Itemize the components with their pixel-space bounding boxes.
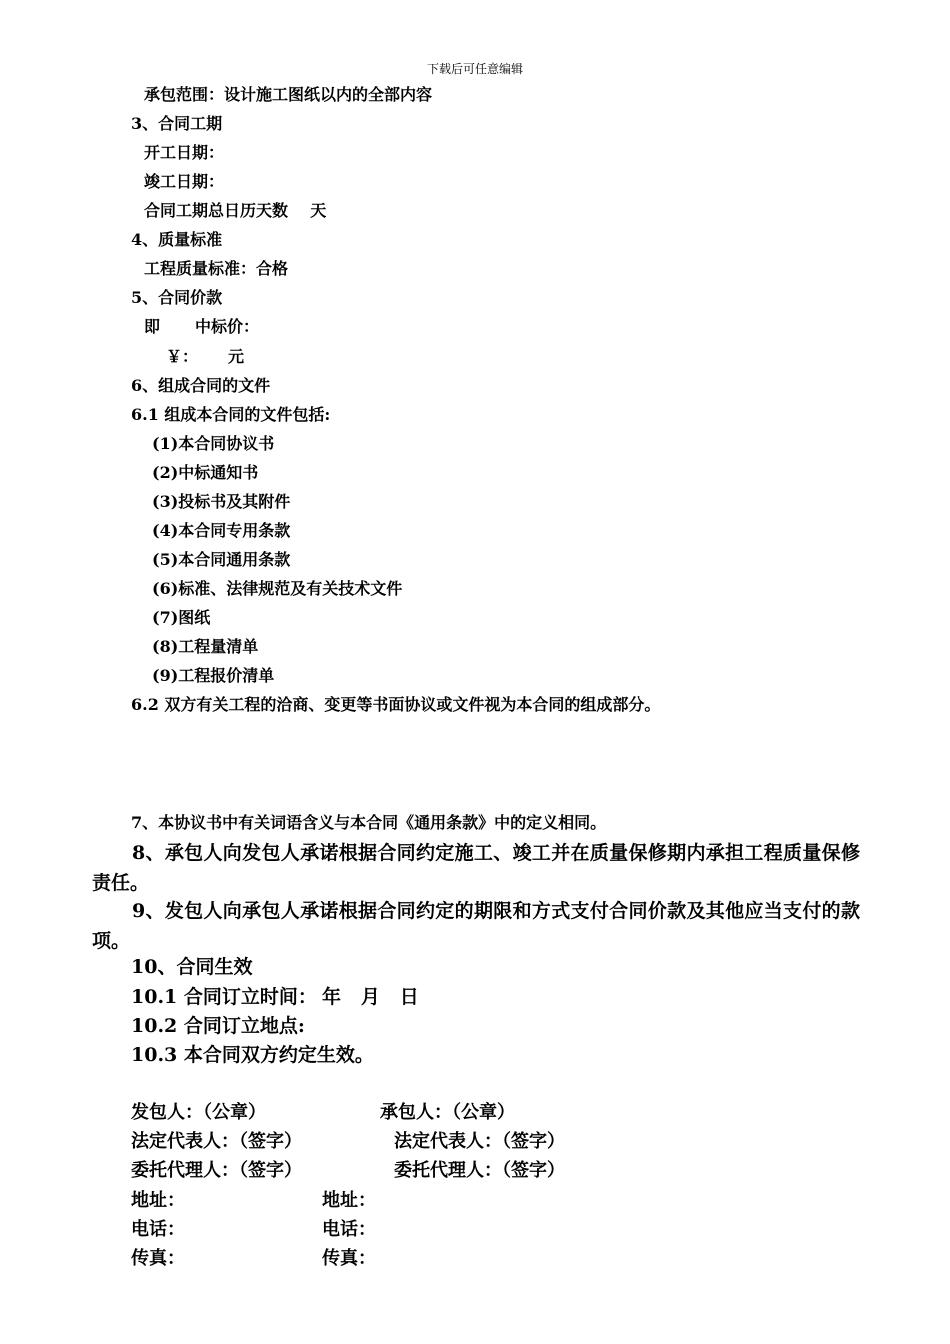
document-list-item: (7)图纸 [152,608,211,627]
document-list-item: (9)工程报价清单 [152,666,275,685]
yuan-unit: 元 [228,347,245,366]
price-ji-label: 即 [144,317,161,336]
start-date-field: 开工日期： [144,143,225,162]
section-9: 9、发包人向承包人承诺根据合同约定的期限和方式支付合同价款及其他应当支付的款项。 [92,900,860,952]
signing-place-label: 10.2 合同订立地点: [131,1015,305,1037]
page-header: 下载后可任意编辑 [426,62,523,76]
document-list-item: (6)标准、法律规范及有关技术文件 [152,579,403,598]
quality-standard: 工程质量标准：合格 [144,259,289,278]
document-list-item: (8)工程量清单 [152,637,259,656]
section-3-title: 3、合同工期 [131,114,223,133]
contractor-agent: 委托代理人：（签字） [394,1160,565,1181]
contractor-legal-rep: 法定代表人：（签字） [394,1131,565,1152]
contractor-party-seal: 承包人：（公章） [380,1102,515,1123]
bid-price-label: 中标价： [195,317,260,336]
employer-address: 地址： [131,1190,185,1211]
contractor-phone: 电话： [322,1219,376,1240]
section-6-title: 6、组成合同的文件 [131,376,271,395]
total-days-field: 合同工期总日历天数 天 [144,201,327,220]
section-5-title: 5、合同价款 [131,288,223,307]
document-list-item: (3)投标书及其附件 [152,492,291,511]
employer-legal-rep: 法定代表人：（签字） [131,1131,302,1152]
document-list-item: (5)本合同通用条款 [152,550,291,569]
signing-time-label: 10.1 合同订立时间： [131,986,317,1008]
signing-date-fields: 年 月 日 [322,986,419,1008]
section-10-title: 10、合同生效 [131,956,253,978]
section-8: 8、承包人向发包人承诺根据合同约定施工、竣工并在质量保修期内承担工程质量保修责任。 [92,842,860,894]
yen-symbol: ￥： [166,347,199,366]
effective-clause: 10.3 本合同双方约定生效。 [131,1044,374,1066]
document-list-item: (2)中标通知书 [152,463,259,482]
section-4-title: 4、质量标准 [131,230,223,249]
document-list-item: (4)本合同专用条款 [152,521,291,540]
section-6-1: 6.1 组成本合同的文件包括: [131,405,331,424]
employer-phone: 电话： [131,1219,185,1240]
contractor-address: 地址： [322,1190,376,1211]
section-7: 7、本协议书中有关词语含义与本合同《通用条款》中的定义相同。 [131,813,607,832]
employer-agent: 委托代理人：（签字） [131,1160,302,1181]
contractor-fax: 传真： [322,1248,376,1269]
contract-scope: 承包范围：设计施工图纸以内的全部内容 [144,85,433,104]
employer-fax: 传真： [131,1248,185,1269]
section-6-2: 6.2 双方有关工程的洽商、变更等书面协议或文件视为本合同的组成部分。 [131,695,661,714]
document-list-item: (1)本合同协议书 [152,434,275,453]
employer-party-seal: 发包人：（公章） [131,1102,266,1123]
completion-date-field: 竣工日期： [144,172,225,191]
